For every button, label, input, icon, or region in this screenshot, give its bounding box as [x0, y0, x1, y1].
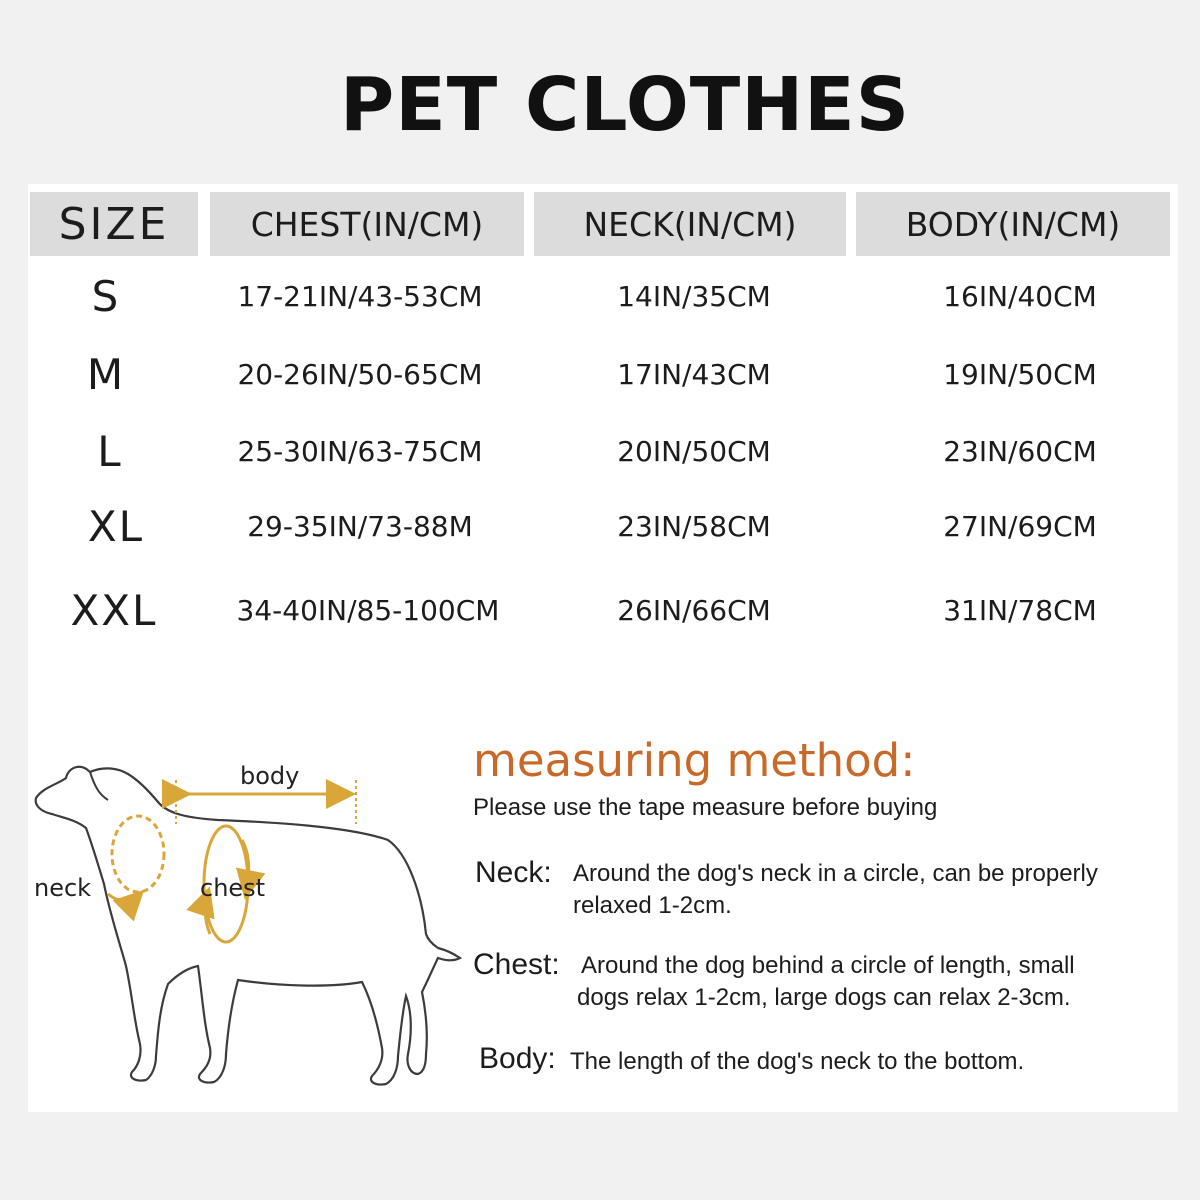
neck-label: neck: [34, 874, 92, 902]
header-chest: CHEST(IN/CM): [210, 192, 524, 256]
size-cell: S: [91, 271, 121, 321]
body-label: body: [240, 762, 300, 790]
measuring-method-subtitle: Please use the tape measure before buying: [473, 794, 938, 821]
size-cell: L: [97, 426, 123, 476]
body-method-text-1: The length of the dog's neck to the bottom.: [570, 1048, 1025, 1075]
chest-cell: 17-21IN/43-53CM: [237, 279, 483, 313]
neck-cell: 26IN/66CM: [617, 593, 771, 627]
table-row: [28, 344, 1178, 404]
table-row: [28, 266, 1178, 326]
chest-cell: 20-26IN/50-65CM: [237, 357, 483, 391]
chest-cell: 29-35IN/73-88M: [247, 509, 473, 543]
table-row: [28, 496, 1178, 556]
table-row: [28, 580, 1178, 640]
neck-loop: [112, 816, 164, 892]
table-row: [28, 421, 1178, 481]
body-cell: 27IN/69CM: [943, 509, 1097, 543]
size-cell: XL: [87, 501, 145, 551]
chest-method-label: Chest:: [473, 948, 560, 981]
neck-cell: 20IN/50CM: [617, 434, 771, 468]
header-size: SIZE: [30, 192, 198, 256]
neck-method-text-1: Around the dog's neck in a circle, can be properly: [573, 860, 1098, 887]
chest-method-text-2: dogs relax 1-2cm, large dogs can relax 2-3cm.: [577, 984, 1071, 1011]
body-cell: 23IN/60CM: [943, 434, 1097, 468]
body-method-label: Body:: [479, 1042, 556, 1075]
chest-method-text-1: Around the dog behind a circle of length, small: [581, 952, 1075, 979]
body-cell: 16IN/40CM: [943, 279, 1097, 313]
measuring-method-title: measuring method:: [473, 734, 916, 787]
neck-cell: 14IN/35CM: [617, 279, 771, 313]
header-neck: NECK(IN/CM): [534, 192, 846, 256]
neck-method-label: Neck:: [475, 856, 552, 889]
neck-cell: 23IN/58CM: [617, 509, 771, 543]
size-chart-sheet: [28, 184, 1178, 1112]
body-cell: 19IN/50CM: [943, 357, 1097, 391]
size-cell: M: [86, 349, 126, 399]
body-cell: 31IN/78CM: [943, 593, 1097, 627]
page-title: PET CLOTHES: [339, 62, 910, 148]
header-body: BODY(IN/CM): [856, 192, 1170, 256]
chest-label: chest: [200, 874, 266, 902]
dog-silhouette: [36, 767, 460, 1085]
neck-cell: 17IN/43CM: [617, 357, 771, 391]
size-cell: XXL: [70, 585, 158, 635]
neck-method-text-2: relaxed 1-2cm.: [573, 892, 732, 919]
dog-measurement-diagram: [28, 744, 468, 1104]
chest-cell: 25-30IN/63-75CM: [237, 434, 483, 468]
chest-cell: 34-40IN/85-100CM: [236, 593, 500, 627]
